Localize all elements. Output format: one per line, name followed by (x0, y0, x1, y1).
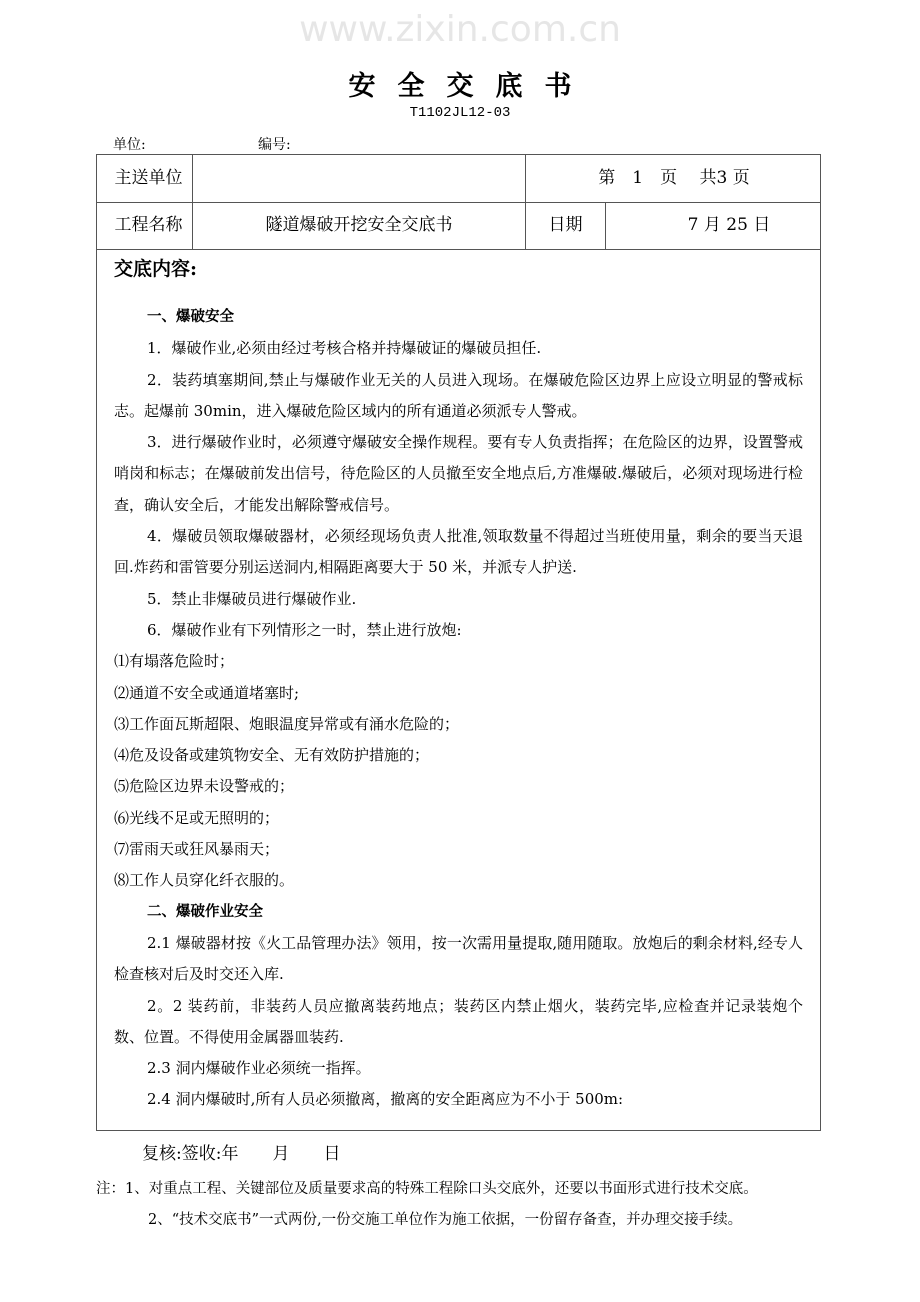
section-2-item: 2.3 洞内爆破作业必须统一指挥。 (147, 1059, 371, 1078)
condition-item: ⑶工作面瓦斯超限、炮眼温度异常或有涌水危险的； (114, 714, 460, 733)
sender-label: 主送单位 (114, 168, 183, 188)
document-title: 安全交底书 (348, 71, 594, 102)
date-label: 日期 (525, 202, 605, 249)
condition-item: ⑴有塌落危险时； (114, 652, 235, 671)
section-2-item: 2.4 洞内爆破时,所有人员必须撤离，撤离的安全距离应为不小于 500m: (147, 1090, 624, 1109)
note-2: 2、“技术交底书”一式两份,一份交施工单位作为施工依据，一份留存备查，并办理交接手续。 (148, 1212, 743, 1228)
watermark: www.zixin.com.cn (299, 9, 621, 50)
document-code: T1102JL12-03 (409, 105, 511, 121)
condition-item: ⑵通道不安全或通道堵塞时; (114, 683, 300, 702)
section-1-item: 5．禁止非爆破员进行爆破作业. (147, 589, 357, 608)
sender-value (192, 155, 525, 202)
month-label: 月 (272, 1144, 290, 1164)
section-1-item: 1．爆破作业,必须由经过考核合格并持爆破证的爆破员担任. (147, 339, 542, 358)
project-value: 隧道爆破开挖安全交底书 (192, 202, 525, 249)
section-1-item: 6．爆破作业有下列情形之一时，禁止进行放炮: (147, 620, 462, 639)
header-row-1 (97, 155, 820, 203)
content-body (114, 259, 803, 1116)
section-2-item: 2。2 装药前，非装药人员应撤离装药地点；装药区内禁止烟火，装药完毕,应检查并记录装炮个数、位置。不得使用金属器皿装药. (114, 996, 803, 1046)
review-label: 复核: (142, 1144, 182, 1164)
note-1: 注：1、对重点工程、关键部位及质量要求高的特殊工程除口头交底外，还要以书面形式进行技术交底。 (96, 1181, 758, 1197)
day-label: 日 (323, 1144, 341, 1164)
condition-item: ⑸危险区边界未设警戒的； (114, 777, 295, 796)
section-1-item: 4．爆破员领取爆破器材，必须经现场负责人批准,领取数量不得超过当班使用量，剩余的要当天退回.炸药和雷管要分别运送洞内,相隔距离要大于 50 米，并派专人护送. (114, 527, 803, 577)
condition-item: ⑺雷雨天或狂风暴雨天； (114, 840, 280, 859)
page-info: 第 1 页 共3 页 (525, 155, 822, 202)
content-heading: 交底内容: (114, 258, 198, 280)
header-row-2 (97, 202, 820, 250)
receive-label: 签收:年 (181, 1144, 239, 1164)
signature-line (142, 1139, 374, 1164)
date-value: 7 月 25 日 (605, 202, 822, 249)
section-2-title: 二、爆破作业安全 (147, 903, 263, 920)
section-1-title: 一、爆破安全 (147, 309, 234, 325)
section-1-item: 2．装药填塞期间,禁止与爆破作业无关的人员进入现场。在爆破危险区边界上应设立明显的警戒标志。起爆前 30min，进入爆破危险区域内的所有通道必须派专人警戒。 (114, 370, 803, 420)
number-label: 编号: (258, 137, 291, 153)
section-2-item: 2.1 爆破器材按《火工品管理办法》领用，按一次需用量提取,随用随取。放炮后的剩余材料,经专人检查核对后及时交还入库. (114, 933, 803, 984)
condition-item: ⑷危及设备或建筑物安全、无有效防护措施的； (114, 746, 430, 765)
condition-item: ⑹光线不足或无照明的； (114, 808, 280, 827)
condition-item: ⑻工作人员穿化纤衣服的。 (114, 871, 295, 890)
project-label: 工程名称 (114, 215, 183, 235)
handover-table (96, 154, 821, 1131)
unit-label: 单位: (113, 137, 146, 153)
section-1-item: 3．进行爆破作业时，必须遵守爆破安全操作规程。要有专人负责指挥；在危险区的边界，设置警戒哨岗和标志；在爆破前发出信号，待危险区的人员撤至安全地点后,方准爆破.爆破后，必须对现场进行检查，确认安全后，才能发出解除警戒信号。 (114, 433, 803, 514)
